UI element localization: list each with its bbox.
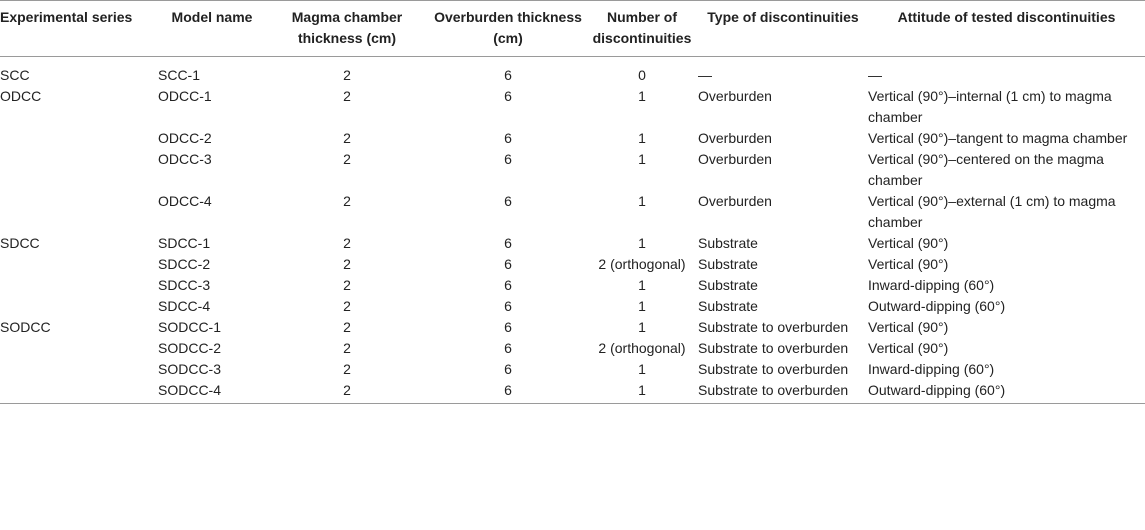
cell-experimental-series: [0, 149, 158, 191]
cell-type-discontinuities: Substrate: [698, 256, 758, 272]
cell-overburden-thickness: 6: [428, 380, 588, 404]
cell-magma-thickness: 2: [343, 277, 351, 293]
cell-model-name: ODCC-4: [158, 193, 212, 209]
header-type-discontinuities: Type of discontinuities: [696, 1, 868, 57]
cell-type-discontinuities: Substrate: [698, 277, 758, 293]
table-header: [0, 1, 1145, 57]
header-model-name: Model name: [158, 1, 266, 57]
cell-experimental-series: [0, 359, 158, 380]
cell-model-name: SDCC-1: [158, 235, 211, 251]
cell-experimental-series: [0, 254, 158, 275]
cell-experimental-series: [0, 296, 158, 317]
cell-experimental-series: [0, 128, 158, 149]
cell-magma-thickness: 2: [343, 88, 351, 104]
cell-attitude: Outward-dipping (60°): [868, 380, 1145, 404]
table-row: [0, 254, 1145, 275]
cell-experimental-series: SDCC: [0, 235, 40, 251]
cell-type-discontinuities: Substrate: [698, 298, 758, 314]
cell-model-name: ODCC-1: [158, 88, 212, 104]
header-attitude: Attitude of tested discontinuities: [868, 1, 1145, 57]
cell-attitude: Vertical (90°)–centered on the magma chamber: [868, 151, 1104, 188]
cell-attitude: Inward-dipping (60°): [868, 361, 995, 377]
cell-experimental-series: SODCC: [0, 319, 51, 335]
cell-model-name: SDCC-2: [158, 256, 211, 272]
table-row: [0, 359, 1145, 380]
cell-overburden-thickness: 6: [504, 277, 512, 293]
cell-magma-thickness: 2: [343, 130, 351, 146]
cell-attitude: Outward-dipping (60°): [868, 298, 1006, 314]
cell-number-discontinuities: 2 (orthogonal): [598, 340, 686, 356]
cell-model-name: ODCC-3: [158, 151, 212, 167]
cell-experimental-series: [0, 338, 158, 359]
cell-magma-thickness: 2: [343, 235, 351, 251]
cell-experimental-series: SCC: [0, 67, 30, 83]
cell-attitude: Vertical (90°)–tangent to magma chamber: [868, 130, 1128, 146]
cell-number-discontinuities: 1: [638, 130, 646, 146]
cell-magma-thickness: 2: [343, 67, 351, 83]
cell-overburden-thickness: 6: [504, 256, 512, 272]
cell-experimental-series: [0, 380, 158, 404]
header-overburden-thickness: Overburden thickness (cm): [428, 1, 588, 57]
cell-number-discontinuities: 1: [588, 380, 696, 404]
table-row: [0, 86, 1145, 128]
cell-attitude: Vertical (90°): [868, 256, 949, 272]
cell-type-discontinuities: Substrate: [698, 235, 758, 251]
cell-overburden-thickness: 6: [504, 130, 512, 146]
cell-type-discontinuities: —: [698, 67, 712, 83]
table-row: [0, 57, 1145, 87]
cell-magma-thickness: 2: [266, 380, 428, 404]
cell-model-name: SODCC-3: [158, 361, 222, 377]
cell-number-discontinuities: 1: [638, 298, 646, 314]
cell-magma-thickness: 2: [343, 151, 351, 167]
table-row: [0, 338, 1145, 359]
table-row: [0, 233, 1145, 254]
cell-model-name: SDCC-3: [158, 277, 211, 293]
cell-number-discontinuities: 2 (orthogonal): [598, 256, 686, 272]
cell-model-name: SODCC-1: [158, 319, 222, 335]
table-row: [0, 149, 1145, 191]
cell-experimental-series: [0, 191, 158, 233]
cell-overburden-thickness: 6: [504, 88, 512, 104]
table-row: [0, 380, 1145, 404]
cell-magma-thickness: 2: [343, 319, 351, 335]
cell-model-name: SDCC-4: [158, 298, 211, 314]
table-row: [0, 191, 1145, 233]
cell-number-discontinuities: 0: [638, 67, 646, 83]
cell-overburden-thickness: 6: [504, 319, 512, 335]
table-row: [0, 317, 1145, 338]
cell-attitude: —: [868, 67, 882, 83]
cell-type-discontinuities: Overburden: [698, 88, 772, 104]
cell-overburden-thickness: 6: [504, 298, 512, 314]
cell-magma-thickness: 2: [343, 256, 351, 272]
cell-experimental-series: ODCC: [0, 88, 42, 104]
table-body: [0, 57, 1145, 404]
cell-overburden-thickness: 6: [504, 340, 512, 356]
cell-number-discontinuities: 1: [638, 319, 646, 335]
cell-type-discontinuities: Substrate to overburden: [698, 340, 849, 356]
cell-number-discontinuities: 1: [638, 277, 646, 293]
cell-magma-thickness: 2: [343, 298, 351, 314]
cell-overburden-thickness: 6: [504, 235, 512, 251]
cell-model-name: SODCC-2: [158, 340, 222, 356]
cell-attitude: Vertical (90°)–external (1 cm) to magma chamber: [868, 193, 1116, 230]
cell-type-discontinuities: Overburden: [698, 193, 772, 209]
table-row: [0, 296, 1145, 317]
cell-number-discontinuities: 1: [638, 151, 646, 167]
cell-type-discontinuities: Substrate to overburden: [698, 319, 849, 335]
cell-magma-thickness: 2: [343, 361, 351, 377]
cell-attitude: Vertical (90°): [868, 235, 949, 251]
cell-attitude: Vertical (90°)–internal (1 cm) to magma chamber: [868, 88, 1112, 125]
header-experimental-series: Experimental series: [0, 1, 158, 57]
header-magma-thickness: Magma chamber thickness (cm): [266, 1, 428, 57]
cell-type-discontinuities: Overburden: [698, 130, 772, 146]
cell-type-discontinuities: Overburden: [698, 151, 772, 167]
cell-overburden-thickness: 6: [504, 67, 512, 83]
cell-type-discontinuities: Substrate to overburden: [696, 380, 868, 404]
cell-number-discontinuities: 1: [638, 193, 646, 209]
cell-model-name: SODCC-4: [158, 380, 266, 404]
cell-magma-thickness: 2: [343, 193, 351, 209]
cell-model-name: ODCC-2: [158, 130, 212, 146]
cell-attitude: Inward-dipping (60°): [868, 277, 995, 293]
cell-overburden-thickness: 6: [504, 193, 512, 209]
header-number-discontinuities: Number of discontinuities: [588, 1, 696, 57]
cell-magma-thickness: 2: [343, 340, 351, 356]
table-row: [0, 275, 1145, 296]
table-row: [0, 128, 1145, 149]
cell-number-discontinuities: 1: [638, 361, 646, 377]
cell-model-name: SCC-1: [158, 67, 201, 83]
cell-overburden-thickness: 6: [504, 151, 512, 167]
cell-attitude: Vertical (90°): [868, 340, 949, 356]
cell-type-discontinuities: Substrate to overburden: [698, 361, 849, 377]
cell-number-discontinuities: 1: [638, 235, 646, 251]
cell-overburden-thickness: 6: [504, 361, 512, 377]
cell-number-discontinuities: 1: [638, 88, 646, 104]
cell-attitude: Vertical (90°): [868, 319, 949, 335]
header-row: [0, 1, 1145, 57]
cell-experimental-series: [0, 275, 158, 296]
